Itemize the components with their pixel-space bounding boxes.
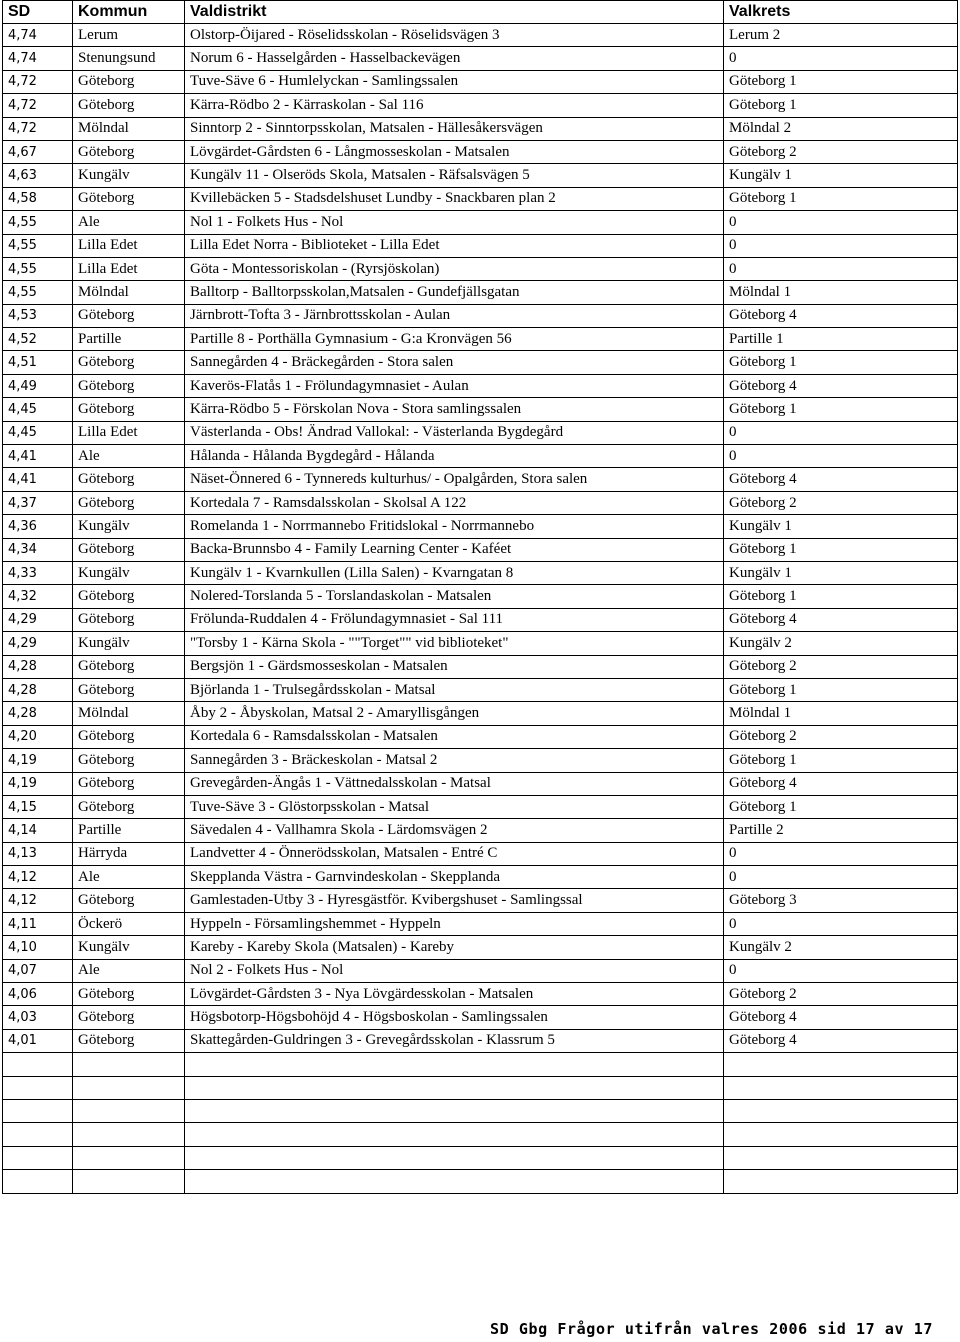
cell-valdistrikt: Sävedalen 4 - Vallhamra Skola - Lärdomsvägen 2 xyxy=(185,819,724,842)
table-row xyxy=(3,983,958,1006)
cell-sd: 4,41 xyxy=(3,468,73,491)
cell-valkrets: 0 xyxy=(724,445,958,468)
cell-kommun: Kungälv xyxy=(73,632,185,655)
cell-kommun: Göteborg xyxy=(73,749,185,772)
cell-sd: 4,36 xyxy=(3,515,73,538)
empty-cell xyxy=(73,1170,185,1193)
table-row xyxy=(3,70,958,93)
cell-kommun: Ale xyxy=(73,445,185,468)
results-table xyxy=(2,0,958,1194)
empty-cell xyxy=(73,1076,185,1099)
table-row xyxy=(3,678,958,701)
cell-valkrets: 0 xyxy=(724,211,958,234)
cell-kommun: Göteborg xyxy=(73,538,185,561)
table-row xyxy=(3,561,958,584)
cell-valdistrikt: Järnbrott-Tofta 3 - Järnbrottsskolan - Aulan xyxy=(185,304,724,327)
table-row xyxy=(3,725,958,748)
cell-valkrets: 0 xyxy=(724,257,958,280)
cell-sd: 4,74 xyxy=(3,47,73,70)
cell-valdistrikt: Björlanda 1 - Trulsegårdsskolan - Matsal xyxy=(185,678,724,701)
cell-sd: 4,06 xyxy=(3,983,73,1006)
empty-cell xyxy=(724,1146,958,1169)
table-row xyxy=(3,234,958,257)
cell-valdistrikt: Kungälv 11 - Olseröds Skola, Matsalen - Räfsalsvägen 5 xyxy=(185,164,724,187)
table-row xyxy=(3,257,958,280)
cell-valkrets: Göteborg 1 xyxy=(724,585,958,608)
cell-valkrets: Göteborg 4 xyxy=(724,304,958,327)
cell-sd: 4,74 xyxy=(3,24,73,47)
table-row xyxy=(3,515,958,538)
table-row xyxy=(3,421,958,444)
table-row xyxy=(3,842,958,865)
cell-kommun: Ale xyxy=(73,866,185,889)
cell-valkrets: 0 xyxy=(724,234,958,257)
cell-valdistrikt: Näset-Önnered 6 - Tynnereds kulturhus/ - Opalgården, Stora salen xyxy=(185,468,724,491)
cell-sd: 4,45 xyxy=(3,421,73,444)
cell-sd: 4,55 xyxy=(3,234,73,257)
cell-valkrets: Göteborg 1 xyxy=(724,70,958,93)
empty-row xyxy=(3,1099,958,1122)
empty-cell xyxy=(185,1099,724,1122)
cell-valdistrikt: Backa-Brunnsbo 4 - Family Learning Center - Kaféet xyxy=(185,538,724,561)
cell-sd: 4,20 xyxy=(3,725,73,748)
header-row xyxy=(3,1,958,24)
cell-kommun: Ale xyxy=(73,959,185,982)
cell-valkrets: Göteborg 2 xyxy=(724,491,958,514)
empty-row xyxy=(3,1053,958,1076)
cell-kommun: Kungälv xyxy=(73,561,185,584)
cell-kommun: Mölndal xyxy=(73,702,185,725)
empty-cell xyxy=(185,1170,724,1193)
table-row xyxy=(3,1029,958,1052)
cell-valkrets: 0 xyxy=(724,421,958,444)
table-row xyxy=(3,24,958,47)
cell-valdistrikt: Frölunda-Ruddalen 4 - Frölundagymnasiet - Sal 111 xyxy=(185,608,724,631)
table-row xyxy=(3,912,958,935)
cell-sd: 4,28 xyxy=(3,655,73,678)
cell-sd: 4,29 xyxy=(3,632,73,655)
cell-kommun: Ale xyxy=(73,211,185,234)
cell-sd: 4,34 xyxy=(3,538,73,561)
cell-kommun: Göteborg xyxy=(73,678,185,701)
cell-kommun: Göteborg xyxy=(73,351,185,374)
cell-valdistrikt: Kortedala 6 - Ramsdalsskolan - Matsalen xyxy=(185,725,724,748)
empty-cell xyxy=(73,1053,185,1076)
cell-kommun: Göteborg xyxy=(73,725,185,748)
table-row xyxy=(3,374,958,397)
cell-valkrets: Partille 1 xyxy=(724,328,958,351)
cell-valkrets: 0 xyxy=(724,842,958,865)
cell-sd: 4,55 xyxy=(3,211,73,234)
empty-row xyxy=(3,1123,958,1146)
cell-valkrets: 0 xyxy=(724,866,958,889)
cell-sd: 4,07 xyxy=(3,959,73,982)
empty-row xyxy=(3,1170,958,1193)
cell-valkrets: Göteborg 1 xyxy=(724,749,958,772)
cell-valkrets: Mölndal 2 xyxy=(724,117,958,140)
cell-kommun: Mölndal xyxy=(73,281,185,304)
cell-sd: 4,52 xyxy=(3,328,73,351)
cell-kommun: Lilla Edet xyxy=(73,234,185,257)
cell-kommun: Lilla Edet xyxy=(73,257,185,280)
cell-valdistrikt: Landvetter 4 - Önnerödsskolan, Matsalen - Entré C xyxy=(185,842,724,865)
cell-valdistrikt: Lilla Edet Norra - Biblioteket - Lilla Edet xyxy=(185,234,724,257)
cell-valkrets: Kungälv 2 xyxy=(724,936,958,959)
empty-cell xyxy=(3,1170,73,1193)
cell-valdistrikt: Kaverös-Flatås 1 - Frölundagymnasiet - Aulan xyxy=(185,374,724,397)
cell-valdistrikt: Nol 1 - Folkets Hus - Nol xyxy=(185,211,724,234)
cell-valkrets: Kungälv 2 xyxy=(724,632,958,655)
cell-valkrets: Göteborg 1 xyxy=(724,351,958,374)
cell-kommun: Göteborg xyxy=(73,70,185,93)
cell-sd: 4,32 xyxy=(3,585,73,608)
cell-valdistrikt: Kärra-Rödbo 5 - Förskolan Nova - Stora samlingssalen xyxy=(185,398,724,421)
cell-valkrets: Lerum 2 xyxy=(724,24,958,47)
cell-valdistrikt: Skattegården-Guldringen 3 - Grevegårdsskolan - Klassrum 5 xyxy=(185,1029,724,1052)
cell-sd: 4,14 xyxy=(3,819,73,842)
cell-valdistrikt: Högsbotorp-Högsbohöjd 4 - Högsboskolan - Samlingssalen xyxy=(185,1006,724,1029)
cell-kommun: Göteborg xyxy=(73,795,185,818)
cell-sd: 4,28 xyxy=(3,702,73,725)
cell-sd: 4,49 xyxy=(3,374,73,397)
cell-valdistrikt: Kärra-Rödbo 2 - Kärraskolan - Sal 116 xyxy=(185,94,724,117)
cell-kommun: Lilla Edet xyxy=(73,421,185,444)
cell-sd: 4,67 xyxy=(3,140,73,163)
table-row xyxy=(3,94,958,117)
cell-kommun: Göteborg xyxy=(73,374,185,397)
cell-valkrets: Mölndal 1 xyxy=(724,702,958,725)
cell-valkrets: Göteborg 1 xyxy=(724,538,958,561)
cell-valdistrikt: Kareby - Kareby Skola (Matsalen) - Kareby xyxy=(185,936,724,959)
empty-cell xyxy=(73,1099,185,1122)
cell-valdistrikt: Sannegården 3 - Bräckeskolan - Matsal 2 xyxy=(185,749,724,772)
cell-kommun: Härryda xyxy=(73,842,185,865)
cell-valkrets: Göteborg 3 xyxy=(724,889,958,912)
cell-kommun: Göteborg xyxy=(73,140,185,163)
cell-valkrets: Göteborg 4 xyxy=(724,1006,958,1029)
cell-sd: 4,28 xyxy=(3,678,73,701)
cell-valdistrikt: Åby 2 - Åbyskolan, Matsal 2 - Amaryllisgången xyxy=(185,702,724,725)
cell-sd: 4,13 xyxy=(3,842,73,865)
empty-cell xyxy=(3,1053,73,1076)
empty-cell xyxy=(724,1123,958,1146)
cell-valkrets: Göteborg 4 xyxy=(724,1029,958,1052)
cell-valdistrikt: Kungälv 1 - Kvarnkullen (Lilla Salen) - Kvarngatan 8 xyxy=(185,561,724,584)
cell-kommun: Göteborg xyxy=(73,983,185,1006)
cell-kommun: Göteborg xyxy=(73,655,185,678)
cell-sd: 4,55 xyxy=(3,281,73,304)
cell-kommun: Göteborg xyxy=(73,94,185,117)
cell-valdistrikt: Lövgärdet-Gårdsten 6 - Långmosseskolan - Matsalen xyxy=(185,140,724,163)
cell-kommun: Göteborg xyxy=(73,1006,185,1029)
cell-valkrets: Göteborg 1 xyxy=(724,398,958,421)
table-row xyxy=(3,585,958,608)
cell-sd: 4,55 xyxy=(3,257,73,280)
cell-sd: 4,03 xyxy=(3,1006,73,1029)
table-row xyxy=(3,608,958,631)
cell-kommun: Kungälv xyxy=(73,936,185,959)
cell-sd: 4,19 xyxy=(3,772,73,795)
cell-valdistrikt: Grevegården-Ängås 1 - Vättnedalsskolan - Matsal xyxy=(185,772,724,795)
table-row xyxy=(3,1006,958,1029)
cell-kommun: Göteborg xyxy=(73,608,185,631)
cell-sd: 4,53 xyxy=(3,304,73,327)
cell-valdistrikt: Sannegården 4 - Bräckegården - Stora salen xyxy=(185,351,724,374)
cell-valkrets: 0 xyxy=(724,912,958,935)
table-row xyxy=(3,140,958,163)
header-kommun: Kommun xyxy=(73,1,185,24)
cell-sd: 4,63 xyxy=(3,164,73,187)
empty-cell xyxy=(73,1146,185,1169)
cell-valkrets: Göteborg 4 xyxy=(724,468,958,491)
cell-sd: 4,72 xyxy=(3,94,73,117)
table-row xyxy=(3,445,958,468)
cell-valdistrikt: Balltorp - Balltorpsskolan,Matsalen - Gundefjällsgatan xyxy=(185,281,724,304)
empty-cell xyxy=(185,1123,724,1146)
cell-valkrets: Mölndal 1 xyxy=(724,281,958,304)
empty-cell xyxy=(724,1099,958,1122)
table-row xyxy=(3,117,958,140)
cell-sd: 4,41 xyxy=(3,445,73,468)
table-row xyxy=(3,468,958,491)
cell-sd: 4,37 xyxy=(3,491,73,514)
cell-kommun: Göteborg xyxy=(73,889,185,912)
cell-valdistrikt: Olstorp-Öijared - Röselidsskolan - Röselidsvägen 3 xyxy=(185,24,724,47)
cell-kommun: Göteborg xyxy=(73,585,185,608)
cell-sd: 4,15 xyxy=(3,795,73,818)
cell-valkrets: Partille 2 xyxy=(724,819,958,842)
table-row xyxy=(3,936,958,959)
table-row xyxy=(3,281,958,304)
empty-cell xyxy=(724,1053,958,1076)
cell-sd: 4,19 xyxy=(3,749,73,772)
table-row xyxy=(3,749,958,772)
table-row xyxy=(3,164,958,187)
table-row xyxy=(3,304,958,327)
cell-valkrets: Göteborg 4 xyxy=(724,772,958,795)
empty-cell xyxy=(185,1053,724,1076)
cell-valdistrikt: "Torsby 1 - Kärna Skola - ""Torget"" vid biblioteket" xyxy=(185,632,724,655)
cell-valdistrikt: Gamlestaden-Utby 3 - Hyresgästför. Kvibergshuset - Samlingssal xyxy=(185,889,724,912)
cell-kommun: Göteborg xyxy=(73,772,185,795)
table-row xyxy=(3,959,958,982)
table-row xyxy=(3,47,958,70)
cell-sd: 4,12 xyxy=(3,866,73,889)
cell-valdistrikt: Norum 6 - Hasselgården - Hasselbackevägen xyxy=(185,47,724,70)
cell-valkrets: Göteborg 2 xyxy=(724,983,958,1006)
empty-cell xyxy=(3,1076,73,1099)
cell-valkrets: Göteborg 2 xyxy=(724,725,958,748)
cell-valdistrikt: Tuve-Säve 3 - Glöstorpsskolan - Matsal xyxy=(185,795,724,818)
empty-cell xyxy=(724,1170,958,1193)
table-row xyxy=(3,866,958,889)
cell-valkrets: Göteborg 4 xyxy=(724,608,958,631)
cell-kommun: Stenungsund xyxy=(73,47,185,70)
cell-kommun: Göteborg xyxy=(73,468,185,491)
cell-kommun: Göteborg xyxy=(73,1029,185,1052)
empty-cell xyxy=(73,1123,185,1146)
empty-cell xyxy=(3,1123,73,1146)
cell-kommun: Göteborg xyxy=(73,187,185,210)
table-row xyxy=(3,702,958,725)
cell-kommun: Göteborg xyxy=(73,304,185,327)
cell-valdistrikt: Romelanda 1 - Norrmannebo Fritidslokal - Norrmannebo xyxy=(185,515,724,538)
cell-valkrets: Göteborg 1 xyxy=(724,187,958,210)
cell-kommun: Partille xyxy=(73,328,185,351)
cell-kommun: Göteborg xyxy=(73,398,185,421)
empty-row xyxy=(3,1076,958,1099)
empty-cell xyxy=(185,1076,724,1099)
empty-cell xyxy=(724,1076,958,1099)
table-row xyxy=(3,819,958,842)
header-valdistrikt: Valdistrikt xyxy=(185,1,724,24)
table-row xyxy=(3,632,958,655)
cell-valkrets: Göteborg 1 xyxy=(724,94,958,117)
table-row xyxy=(3,655,958,678)
cell-valkrets: Göteborg 2 xyxy=(724,140,958,163)
cell-valdistrikt: Kvillebäcken 5 - Stadsdelshuset Lundby - Snackbaren plan 2 xyxy=(185,187,724,210)
cell-kommun: Lerum xyxy=(73,24,185,47)
cell-sd: 4,29 xyxy=(3,608,73,631)
header-sd: SD xyxy=(3,1,73,24)
empty-cell xyxy=(185,1146,724,1169)
cell-valdistrikt: Kortedala 7 - Ramsdalsskolan - Skolsal A 122 xyxy=(185,491,724,514)
cell-valdistrikt: Göta - Montessoriskolan - (Ryrsjöskolan) xyxy=(185,257,724,280)
cell-valdistrikt: Lövgärdet-Gårdsten 3 - Nya Lövgärdesskolan - Matsalen xyxy=(185,983,724,1006)
cell-sd: 4,01 xyxy=(3,1029,73,1052)
cell-sd: 4,11 xyxy=(3,912,73,935)
cell-valkrets: Kungälv 1 xyxy=(724,561,958,584)
cell-valdistrikt: Tuve-Säve 6 - Humlelyckan - Samlingssalen xyxy=(185,70,724,93)
cell-valdistrikt: Hålanda - Hålanda Bygdegård - Hålanda xyxy=(185,445,724,468)
cell-sd: 4,45 xyxy=(3,398,73,421)
cell-kommun: Mölndal xyxy=(73,117,185,140)
cell-valkrets: 0 xyxy=(724,47,958,70)
empty-row xyxy=(3,1146,958,1169)
cell-valdistrikt: Nolered-Torslanda 5 - Torslandaskolan - Matsalen xyxy=(185,585,724,608)
table-row xyxy=(3,795,958,818)
table-row xyxy=(3,538,958,561)
empty-cell xyxy=(3,1099,73,1122)
cell-sd: 4,72 xyxy=(3,70,73,93)
cell-valdistrikt: Skepplanda Västra - Garnvindeskolan - Skepplanda xyxy=(185,866,724,889)
table-row xyxy=(3,187,958,210)
cell-kommun: Kungälv xyxy=(73,515,185,538)
cell-sd: 4,33 xyxy=(3,561,73,584)
cell-sd: 4,10 xyxy=(3,936,73,959)
cell-valkrets: Göteborg 1 xyxy=(724,678,958,701)
cell-kommun: Partille xyxy=(73,819,185,842)
cell-sd: 4,51 xyxy=(3,351,73,374)
cell-valkrets: Göteborg 4 xyxy=(724,374,958,397)
header-valkrets: Valkrets xyxy=(724,1,958,24)
cell-valkrets: Göteborg 2 xyxy=(724,655,958,678)
table-body xyxy=(3,24,958,1194)
cell-valkrets: 0 xyxy=(724,959,958,982)
cell-kommun: Öckerö xyxy=(73,912,185,935)
cell-sd: 4,12 xyxy=(3,889,73,912)
cell-kommun: Kungälv xyxy=(73,164,185,187)
empty-cell xyxy=(3,1146,73,1169)
cell-sd: 4,58 xyxy=(3,187,73,210)
table-row xyxy=(3,328,958,351)
cell-valdistrikt: Hyppeln - Församlingshemmet - Hyppeln xyxy=(185,912,724,935)
cell-valkrets: Kungälv 1 xyxy=(724,515,958,538)
table-row xyxy=(3,772,958,795)
page-footer: SD Gbg Frågor utifrån valres 2006 sid 17 av 17 xyxy=(490,1320,934,1338)
table-row xyxy=(3,398,958,421)
cell-valkrets: Kungälv 1 xyxy=(724,164,958,187)
cell-valdistrikt: Sinntorp 2 - Sinntorpsskolan, Matsalen - Hällesåkersvägen xyxy=(185,117,724,140)
cell-kommun: Göteborg xyxy=(73,491,185,514)
table-row xyxy=(3,491,958,514)
table-row xyxy=(3,889,958,912)
cell-valdistrikt: Bergsjön 1 - Gärdsmosseskolan - Matsalen xyxy=(185,655,724,678)
cell-sd: 4,72 xyxy=(3,117,73,140)
cell-valkrets: Göteborg 1 xyxy=(724,795,958,818)
cell-valdistrikt: Västerlanda - Obs! Ändrad Vallokal: - Västerlanda Bygdegård xyxy=(185,421,724,444)
table-row xyxy=(3,351,958,374)
cell-valdistrikt: Partille 8 - Porthälla Gymnasium - G:a Kronvägen 56 xyxy=(185,328,724,351)
table-row xyxy=(3,211,958,234)
cell-valdistrikt: Nol 2 - Folkets Hus - Nol xyxy=(185,959,724,982)
